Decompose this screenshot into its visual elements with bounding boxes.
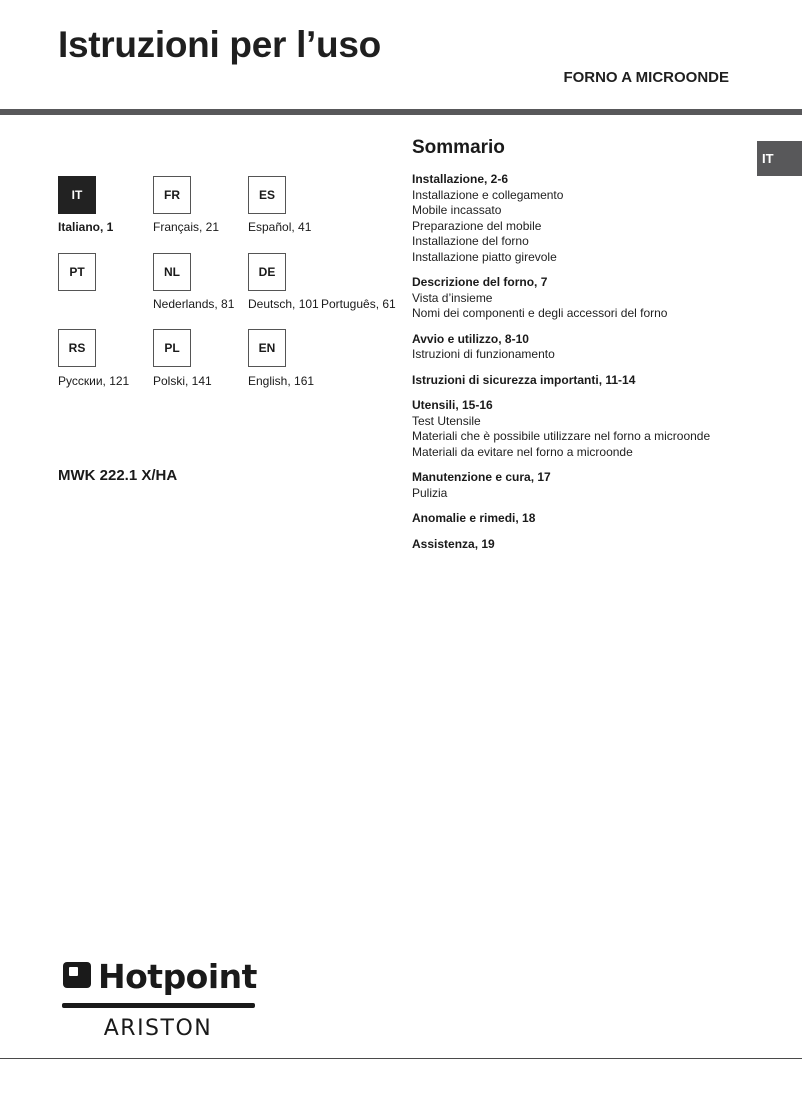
toc-heading[interactable]: Manutenzione e cura, 17: [412, 470, 551, 484]
toc-item[interactable]: Preparazione del mobile: [412, 218, 542, 233]
logo-underline: [62, 1003, 255, 1008]
logo-sub-name: ARISTON: [103, 1016, 213, 1041]
lang-label-de[interactable]: Deutsch, 101: [248, 297, 319, 311]
toc-item[interactable]: Test Utensile: [412, 413, 481, 428]
toc-item[interactable]: Istruzioni di funzionamento: [412, 347, 555, 361]
toc-item[interactable]: Mobile incassato: [412, 203, 502, 217]
toc-section-sicurezza: [412, 373, 772, 389]
lang-label-es[interactable]: Español, 41: [248, 220, 312, 234]
toc-item[interactable]: Pulizia: [412, 485, 448, 500]
toc-heading[interactable]: Installazione, 2-6: [412, 172, 509, 186]
toc-item[interactable]: Installazione e collegamento: [412, 187, 564, 202]
logo-brand-name: Hotpoint: [98, 958, 257, 996]
toc-heading[interactable]: Anomalie e rimedi, 18: [412, 511, 536, 525]
lang-box-pt[interactable]: PT: [58, 253, 96, 291]
lang-box-nl[interactable]: NL: [153, 253, 191, 291]
lang-label-rs[interactable]: Русскии, 121: [58, 374, 130, 388]
toc-item[interactable]: Vista d’insieme: [412, 290, 493, 305]
lang-box-it[interactable]: IT: [58, 176, 96, 214]
header-divider: [0, 109, 802, 115]
hotpoint-ariston-logo: [62, 958, 258, 1042]
model-number: MWK 222.1 X/HA: [58, 467, 178, 484]
toc-item[interactable]: Materiali che è possibile utilizzare nel forno a microonde: [412, 429, 711, 443]
lang-label-pl[interactable]: Polski, 141: [153, 374, 212, 388]
toc-item[interactable]: Installazione piatto girevole: [412, 249, 557, 264]
lang-label-fr[interactable]: Français, 21: [153, 220, 220, 234]
lang-label-en[interactable]: English, 161: [248, 374, 315, 388]
language-side-tab[interactable]: IT: [757, 141, 802, 176]
lang-box-en[interactable]: EN: [248, 329, 286, 367]
toc-item[interactable]: Installazione del forno: [412, 234, 529, 248]
lang-box-es[interactable]: ES: [248, 176, 286, 214]
toc-section-avvio: [412, 332, 772, 363]
toc-section-manutenzione: [412, 470, 772, 501]
toc-section-assistenza: [412, 537, 772, 553]
page-title: Istruzioni per l’uso: [58, 24, 381, 65]
toc-section-installazione: [412, 172, 772, 265]
toc-title: Sommario: [412, 137, 505, 158]
lang-label-nl[interactable]: Nederlands, 81: [153, 297, 235, 311]
lang-box-pl[interactable]: PL: [153, 329, 191, 367]
table-of-contents: [412, 172, 772, 562]
lang-label-it[interactable]: Italiano, 1: [58, 220, 114, 234]
toc-heading[interactable]: Utensili, 15-16: [412, 398, 493, 412]
toc-section-utensili: [412, 398, 772, 460]
toc-heading[interactable]: Istruzioni di sicurezza importanti, 11-14: [412, 372, 636, 387]
lang-box-fr[interactable]: FR: [153, 176, 191, 214]
toc-item[interactable]: Materiali da evitare nel forno a microonde: [412, 444, 633, 459]
product-type: FORNO A MICROONDE: [563, 69, 729, 86]
toc-heading[interactable]: Avvio e utilizzo, 8-10: [412, 331, 529, 346]
lang-label-pt[interactable]: Português, 61: [321, 297, 396, 311]
lang-box-de[interactable]: DE: [248, 253, 286, 291]
toc-item[interactable]: Nomi dei componenti e degli accessori del forno: [412, 306, 668, 320]
toc-section-descrizione: [412, 275, 772, 322]
toc-heading[interactable]: Assistenza, 19: [412, 536, 495, 551]
footer-divider: [0, 1058, 802, 1059]
toc-section-anomalie: [412, 511, 772, 527]
lang-box-rs[interactable]: RS: [58, 329, 96, 367]
toc-heading[interactable]: Descrizione del forno, 7: [412, 275, 548, 289]
